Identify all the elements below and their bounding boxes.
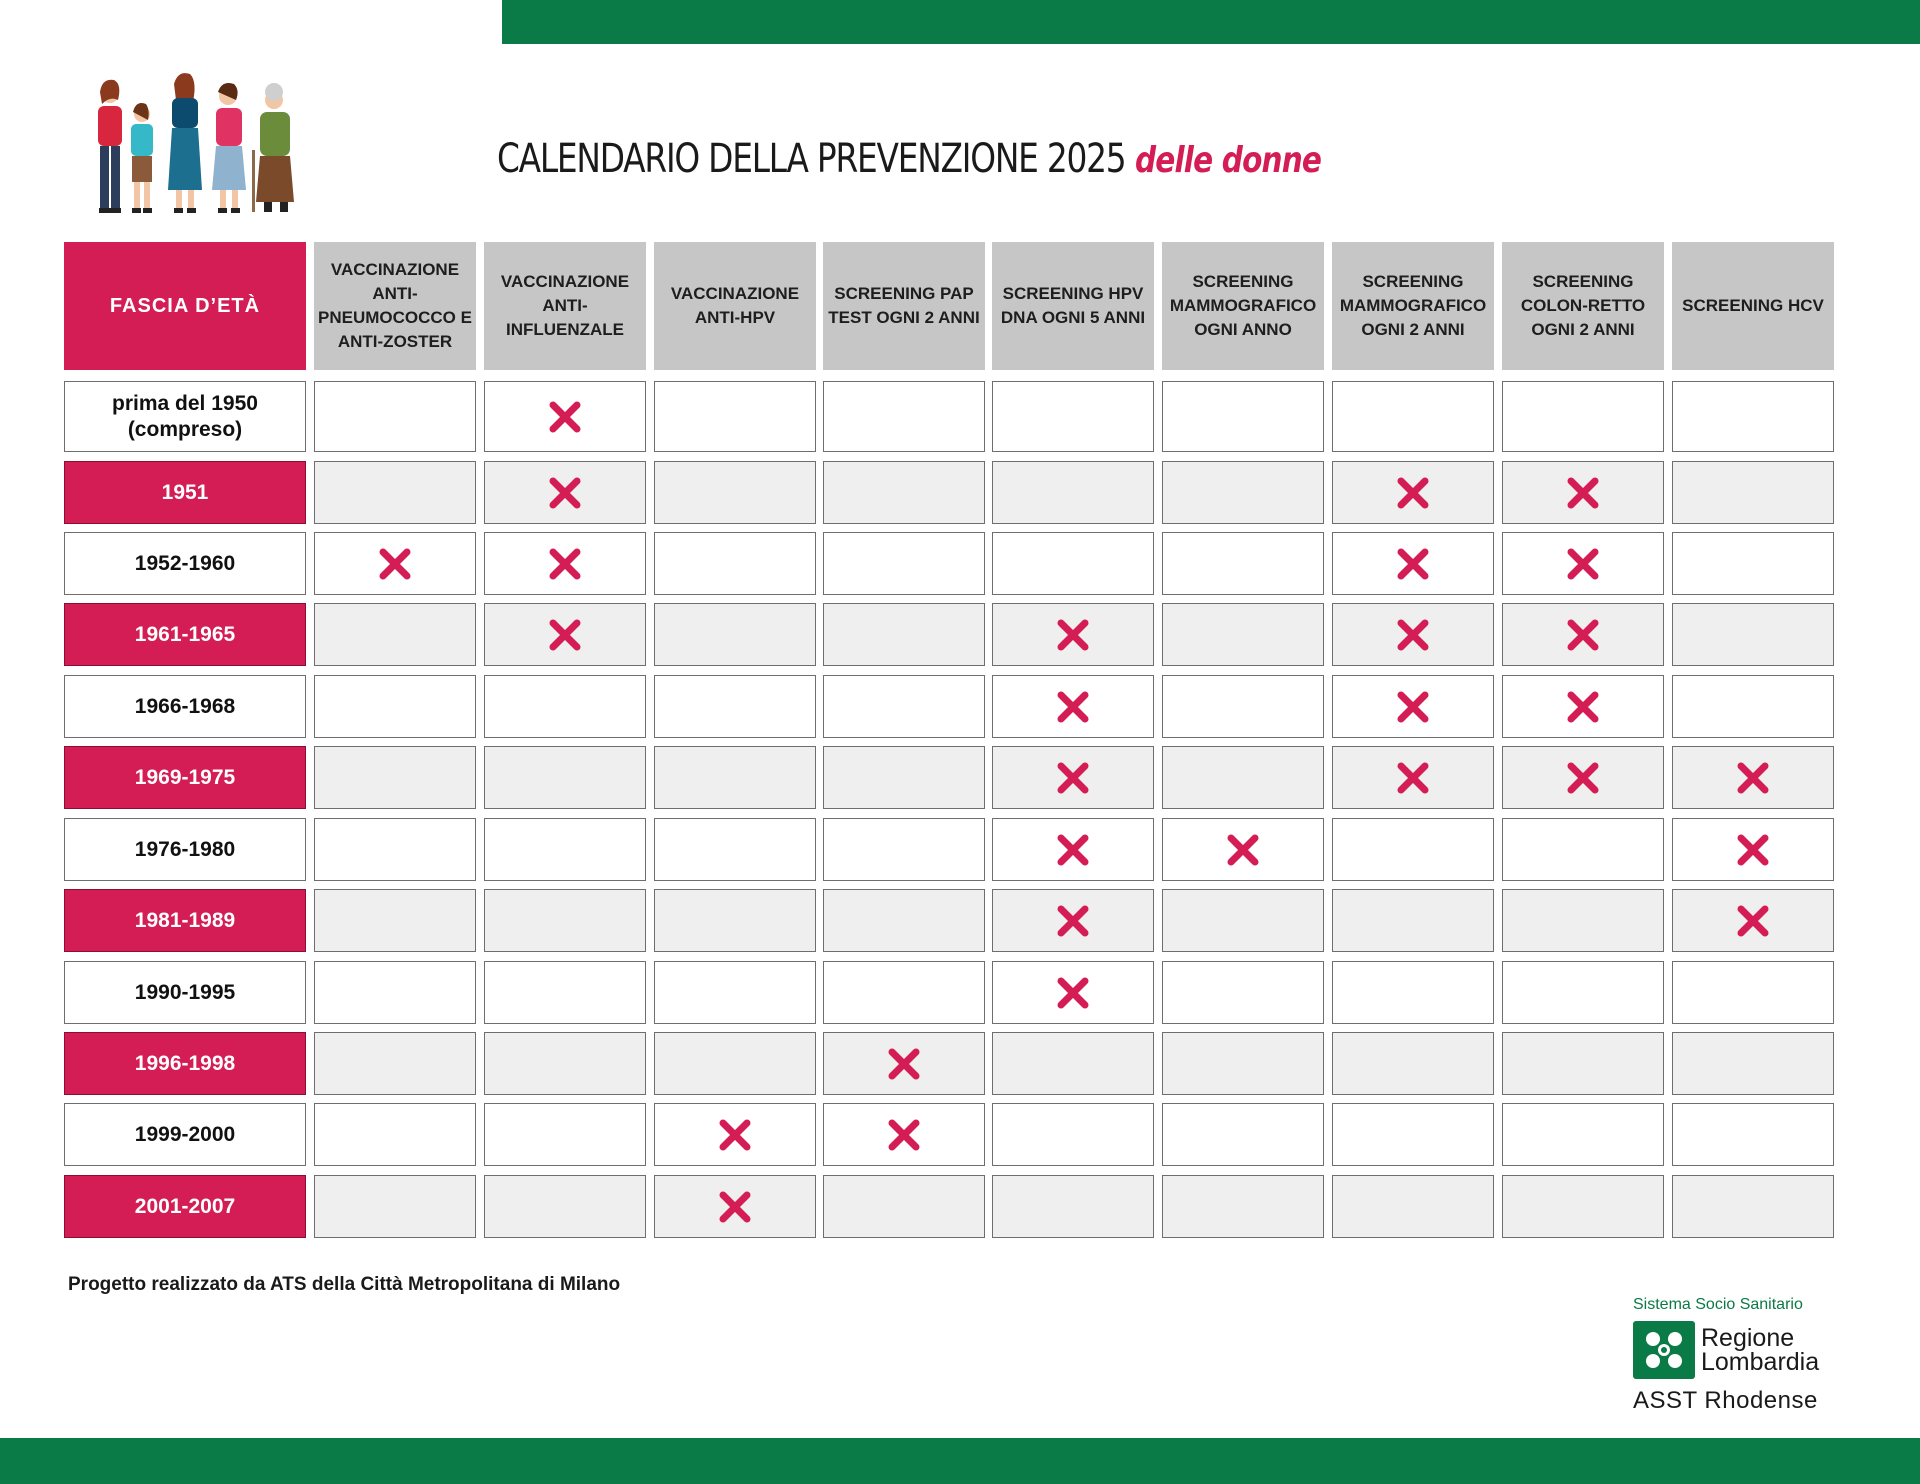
lombardia-rose-icon — [1633, 1321, 1695, 1379]
age-range-label: 1961-1965 — [64, 603, 306, 666]
table-cell — [823, 532, 985, 595]
x-mark-icon — [1056, 833, 1090, 867]
table-cell — [1332, 746, 1494, 809]
age-range-label: 1951 — [64, 461, 306, 524]
x-mark-icon — [1736, 761, 1770, 795]
table-cell — [823, 461, 985, 524]
x-mark-icon — [718, 1190, 752, 1224]
table-cell — [1672, 461, 1834, 524]
x-mark-icon — [1566, 547, 1600, 581]
x-mark-icon — [887, 1047, 921, 1081]
elderly-woman-figure — [252, 83, 294, 212]
age-range-label: prima del 1950 (compreso) — [64, 381, 306, 452]
table-cell — [1502, 889, 1664, 952]
table-cell — [1502, 532, 1664, 595]
table-cell — [484, 1032, 646, 1095]
x-mark-icon — [1566, 690, 1600, 724]
age-range-label: 1952-1960 — [64, 532, 306, 595]
table-cell — [1502, 746, 1664, 809]
table-cell — [1672, 1175, 1834, 1238]
column-header: SCREENING MAMMOGRAFICO OGNI 2 ANNI — [1332, 242, 1494, 370]
women-illustration — [88, 70, 308, 240]
column-header: SCREENING HPV DNA OGNI 5 ANNI — [992, 242, 1154, 370]
table-cell — [314, 961, 476, 1024]
table-cell — [314, 675, 476, 738]
table-cell — [314, 381, 476, 452]
age-range-label: 1999-2000 — [64, 1103, 306, 1166]
table-cell — [1502, 818, 1664, 881]
table-cell — [992, 532, 1154, 595]
age-range-header: FASCIA D’ETÀ — [64, 242, 306, 370]
x-mark-icon — [1056, 761, 1090, 795]
table-cell — [314, 889, 476, 952]
table-cell — [992, 961, 1154, 1024]
woman-figure — [168, 73, 202, 213]
table-cell — [484, 675, 646, 738]
table-cell — [992, 675, 1154, 738]
table-cell — [314, 1175, 476, 1238]
x-mark-icon — [548, 400, 582, 434]
logo-asst-name: ASST Rhodense — [1633, 1387, 1818, 1414]
table-cell — [484, 1175, 646, 1238]
table-cell — [1162, 1032, 1324, 1095]
table-cell — [654, 603, 816, 666]
table-cell — [1162, 746, 1324, 809]
table-cell — [654, 532, 816, 595]
table-cell — [992, 603, 1154, 666]
table-cell — [654, 746, 816, 809]
column-header: VACCINAZIONE ANTI-INFLUENZALE — [484, 242, 646, 370]
table-cell — [992, 889, 1154, 952]
table-cell — [484, 889, 646, 952]
table-cell — [1672, 603, 1834, 666]
table-cell — [654, 381, 816, 452]
table-cell — [823, 746, 985, 809]
table-cell — [1332, 1032, 1494, 1095]
table-cell — [1332, 818, 1494, 881]
table-cell — [654, 1032, 816, 1095]
table-cell — [314, 603, 476, 666]
age-range-label: 1981-1989 — [64, 889, 306, 952]
table-cell — [992, 381, 1154, 452]
table-cell — [1332, 675, 1494, 738]
age-range-label: 1990-1995 — [64, 961, 306, 1024]
age-range-label: 1996-1998 — [64, 1032, 306, 1095]
table-cell — [992, 746, 1154, 809]
table-cell — [1332, 1103, 1494, 1166]
x-mark-icon — [1396, 476, 1430, 510]
x-mark-icon — [548, 547, 582, 581]
age-range-label: 1976-1980 — [64, 818, 306, 881]
logo-region-line1: Regione — [1701, 1324, 1795, 1352]
table-cell — [1162, 381, 1324, 452]
regione-lombardia-logo — [1633, 1296, 1843, 1415]
column-header: SCREENING COLON-RETTO OGNI 2 ANNI — [1502, 242, 1664, 370]
x-mark-icon — [887, 1118, 921, 1152]
table-cell — [823, 961, 985, 1024]
footer-note: Progetto realizzato da ATS della Città Metropolitana di Milano — [68, 1274, 621, 1295]
table-cell — [314, 461, 476, 524]
table-cell — [1332, 461, 1494, 524]
table-cell — [654, 461, 816, 524]
age-range-label: 2001-2007 — [64, 1175, 306, 1238]
table-cell — [1502, 675, 1664, 738]
logo-system-text: Sistema Socio Sanitario — [1633, 1296, 1803, 1313]
x-mark-icon — [1226, 833, 1260, 867]
table-cell — [823, 381, 985, 452]
x-mark-icon — [1056, 904, 1090, 938]
page-subtitle: delle donne — [1135, 140, 1322, 181]
table-cell — [1502, 1032, 1664, 1095]
table-cell — [1672, 746, 1834, 809]
table-cell — [314, 818, 476, 881]
table-cell — [823, 889, 985, 952]
x-mark-icon — [718, 1118, 752, 1152]
table-cell — [654, 818, 816, 881]
table-cell — [484, 532, 646, 595]
table-cell — [1502, 1175, 1664, 1238]
table-cell — [654, 1175, 816, 1238]
woman-figure — [212, 83, 246, 213]
table-cell — [1162, 675, 1324, 738]
table-cell — [654, 889, 816, 952]
table-cell — [484, 961, 646, 1024]
table-cell — [992, 461, 1154, 524]
x-mark-icon — [1396, 618, 1430, 652]
table-cell — [484, 1103, 646, 1166]
x-mark-icon — [1396, 761, 1430, 795]
x-mark-icon — [548, 618, 582, 652]
table-cell — [1502, 1103, 1664, 1166]
table-cell — [1672, 675, 1834, 738]
table-cell — [314, 746, 476, 809]
top-green-bar — [502, 0, 1920, 44]
table-cell — [992, 818, 1154, 881]
logo-region-name — [1701, 1326, 1819, 1374]
x-mark-icon — [1736, 904, 1770, 938]
table-cell — [1162, 961, 1324, 1024]
age-range-label: 1969-1975 — [64, 746, 306, 809]
table-cell — [823, 1103, 985, 1166]
table-cell — [1162, 461, 1324, 524]
table-cell — [1162, 1103, 1324, 1166]
age-range-label: 1966-1968 — [64, 675, 306, 738]
title-block — [497, 136, 1362, 182]
table-cell — [1502, 603, 1664, 666]
page-title: CALENDARIO DELLA PREVENZIONE 2025 — [497, 136, 1126, 182]
x-mark-icon — [1566, 761, 1600, 795]
x-mark-icon — [1566, 476, 1600, 510]
table-cell — [314, 1103, 476, 1166]
x-mark-icon — [1396, 547, 1430, 581]
column-header: VACCINAZIONE ANTI-HPV — [654, 242, 816, 370]
x-mark-icon — [1056, 618, 1090, 652]
x-mark-icon — [1736, 833, 1770, 867]
x-mark-icon — [548, 476, 582, 510]
column-header: SCREENING HCV — [1672, 242, 1834, 370]
column-header: SCREENING PAP TEST OGNI 2 ANNI — [823, 242, 985, 370]
girl-figure — [131, 103, 153, 213]
table-cell — [1672, 1032, 1834, 1095]
table-cell — [1502, 461, 1664, 524]
table-cell — [484, 746, 646, 809]
table-cell — [1672, 1103, 1834, 1166]
table-cell — [1332, 603, 1494, 666]
table-cell — [823, 1175, 985, 1238]
table-cell — [484, 603, 646, 666]
table-cell — [1332, 532, 1494, 595]
table-cell — [1332, 889, 1494, 952]
x-mark-icon — [378, 547, 412, 581]
table-cell — [992, 1032, 1154, 1095]
table-cell — [992, 1175, 1154, 1238]
table-cell — [1672, 961, 1834, 1024]
table-cell — [823, 675, 985, 738]
table-cell — [1162, 889, 1324, 952]
column-header: VACCINAZIONE ANTI-PNEUMOCOCCO E ANTI-ZOSTER — [314, 242, 476, 370]
table-cell — [1672, 381, 1834, 452]
table-cell — [1162, 532, 1324, 595]
table-cell — [1672, 889, 1834, 952]
table-cell — [1332, 961, 1494, 1024]
x-mark-icon — [1056, 690, 1090, 724]
table-cell — [484, 461, 646, 524]
table-cell — [1502, 961, 1664, 1024]
table-cell — [314, 1032, 476, 1095]
x-mark-icon — [1566, 618, 1600, 652]
table-cell — [1672, 818, 1834, 881]
woman-figure — [98, 80, 122, 213]
table-cell — [484, 818, 646, 881]
table-cell — [1332, 1175, 1494, 1238]
table-cell — [1162, 1175, 1324, 1238]
table-cell — [1332, 381, 1494, 452]
x-mark-icon — [1056, 976, 1090, 1010]
table-cell — [654, 1103, 816, 1166]
bottom-green-bar — [0, 1438, 1920, 1484]
table-cell — [1502, 381, 1664, 452]
table-cell — [654, 961, 816, 1024]
table-cell — [654, 675, 816, 738]
column-header: SCREENING MAMMOGRAFICO OGNI ANNO — [1162, 242, 1324, 370]
table-cell — [1162, 818, 1324, 881]
x-mark-icon — [1396, 690, 1430, 724]
table-cell — [823, 603, 985, 666]
table-cell — [314, 532, 476, 595]
logo-region-line2: Lombardia — [1701, 1348, 1820, 1376]
table-cell — [823, 818, 985, 881]
table-cell — [992, 1103, 1154, 1166]
table-cell — [1162, 603, 1324, 666]
table-cell — [1672, 532, 1834, 595]
table-cell — [823, 1032, 985, 1095]
table-cell — [484, 381, 646, 452]
